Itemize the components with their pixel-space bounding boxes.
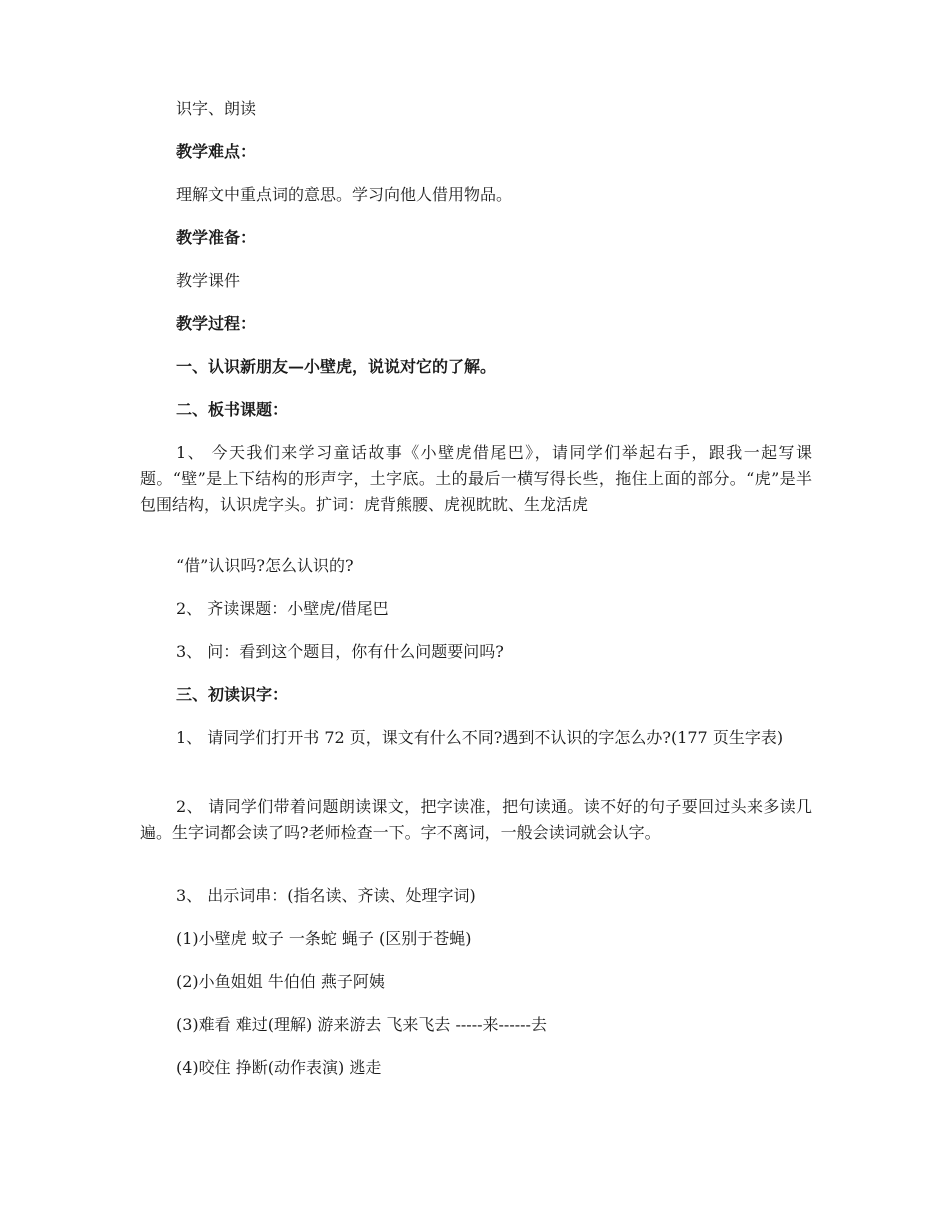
word-list-item-3: (3)难看 难过(理解) 游来游去 飞来飞去 -----来------去 — [176, 1015, 547, 1034]
heading-section-two: 二、板书课题： — [176, 400, 289, 419]
word-list-item-2: (2)小鱼姐姐 牛伯伯 燕子阿姨 — [176, 972, 385, 991]
heading-teaching-process: 教学过程： — [176, 314, 257, 333]
paragraph-step-2-question: “借”认识吗?怎么认识的? — [176, 556, 354, 575]
word-list-item-1: (1)小壁虎 蚊子 一条蛇 蝇子 (区别于苍蝇) — [176, 929, 472, 948]
paragraph-step-3-2: 2、 请同学们带着问题朗读课文，把字读准，把句读通。读不好的句子要回过头来多读几遍。生字词都会读了吗?老师检查一下。字不离词，一般会读词就会认字。 — [140, 797, 812, 842]
word-list-item-4: (4)咬住 挣断(动作表演) 逃走 — [176, 1058, 382, 1077]
paragraph-step-2-1: 1、 今天我们来学习童话故事《小壁虎借尾巴》，请同学们举起右手，跟我一起写课题。“壁”是上下结构的形声字，土字底。土的最后一横写得长些，拖住上面的部分。“虎”是半包围结构，认识虎字头。扩词：虎背熊腰、虎视眈眈、生龙活虎 — [140, 443, 812, 514]
paragraph-focus-content: 识字、朗读 — [176, 99, 257, 118]
paragraph-preparation-content: 教学课件 — [176, 271, 241, 290]
paragraph-step-2-3: 3、 问：看到这个题目，你有什么问题要问吗? — [176, 642, 504, 661]
paragraph-difficulty-content: 理解文中重点词的意思。学习向他人借用物品。 — [176, 185, 513, 204]
paragraph-step-3-1: 1、 请同学们打开书 72 页，课文有什么不同?遇到不认识的字怎么办?(177 页生字表) — [176, 728, 784, 747]
paragraph-step-2-2: 2、 齐读课题：小壁虎/借尾巴 — [176, 599, 389, 618]
paragraph-step-3-3: 3、 出示词串：(指名读、齐读、处理字词) — [176, 886, 476, 905]
heading-section-one: 一、认识新朋友—小壁虎，说说对它的了解。 — [176, 357, 497, 376]
heading-teaching-difficulty: 教学难点： — [176, 142, 257, 161]
heading-teaching-preparation: 教学准备： — [176, 228, 257, 247]
heading-section-three: 三、初读识字： — [176, 685, 289, 704]
